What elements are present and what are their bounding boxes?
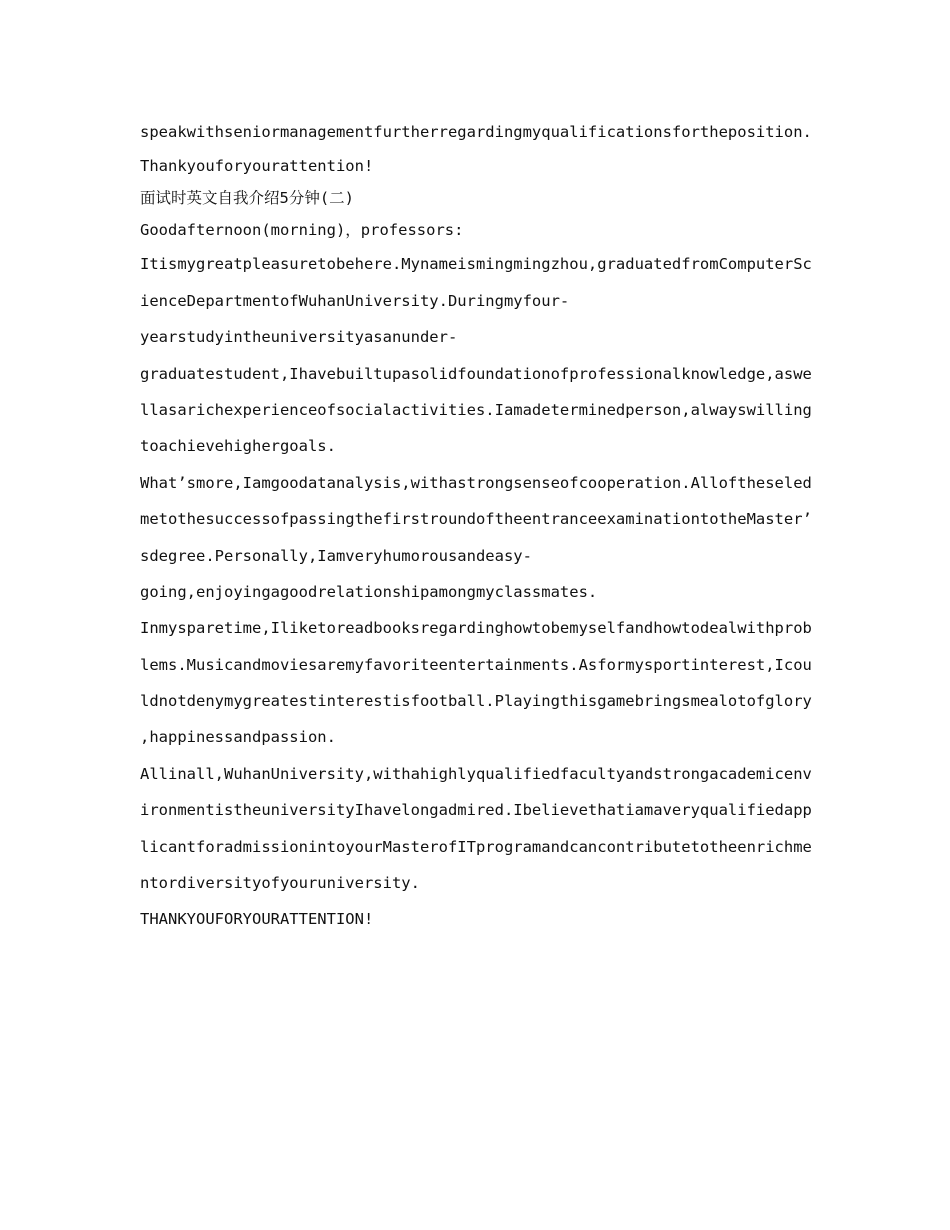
text-line: ironmentistheuniversityIhavelongadmired.Ibelievethatiamaveryqualifiedapp (140, 801, 812, 820)
text-line: What’smore,Iamgoodatanalysis,withastrongsenseofcooperation.Alloftheseled (140, 473, 812, 492)
text-line: ntordiversityofyouruniversity. (140, 874, 420, 893)
text-line: graduatestudent,Ihavebuiltupasolidfoundationofprofessionalknowledge,aswe (140, 364, 812, 383)
text-line: going,enjoyingagoodrelationshipamongmyclassmates. (140, 582, 598, 601)
text-line: sdegree.Personally,Iamveryhumorousandeasy- (140, 546, 532, 565)
text-line: yearstudyintheuniversityasanunder- (140, 328, 458, 347)
text-line: Goodafternoon(morning)，professors: (140, 221, 464, 240)
text-line: speakwithseniormanagementfurtherregardingmyqualificationsfortheposition. (140, 123, 812, 141)
text-line: Thankyouforyourattention! (140, 157, 374, 176)
text-line: Inmysparetime,Iliketoreadbooksregardinghowtobemyselfandhowtodealwithprob (140, 619, 812, 638)
text-line: ldnotdenymygreatestinterestisfootball.Playingthisgamebringsmealotofglory (140, 692, 812, 711)
text-line: Allinall,WuhanUniversity,withahighlyqualifiedfacultyandstrongacademicenv (140, 764, 812, 783)
text-line: llasarichexperienceofsocialactivities.Iamadeterminedperson,alwayswilling (140, 400, 812, 419)
text-line: licantforadmissionintoyourMasterofITprogramandcancontributetotheenrichme (140, 837, 812, 856)
text-line: lems.Musicandmoviesaremyfavoriteentertainments.Asformysportinterest,Icou (140, 655, 812, 674)
document-body (140, 114, 812, 938)
text-line: THANKYOUFORYOURATTENTION! (140, 910, 374, 929)
text-line: Itismygreatpleasuretobehere.Mynameismingmingzhou,graduatedfromComputerSc (140, 255, 812, 274)
text-line: metothesuccessofpassingthefirstroundoftheentranceexaminationtotheMaster’ (140, 510, 812, 529)
text-line: ,happinessandpassion. (140, 728, 336, 747)
text-line: ienceDepartmentofWuhanUniversity.Duringmyfour- (140, 291, 570, 310)
text-line: toachievehighergoals. (140, 437, 336, 456)
section-heading: 面试时英文自我介绍5分钟(二) (140, 189, 354, 208)
